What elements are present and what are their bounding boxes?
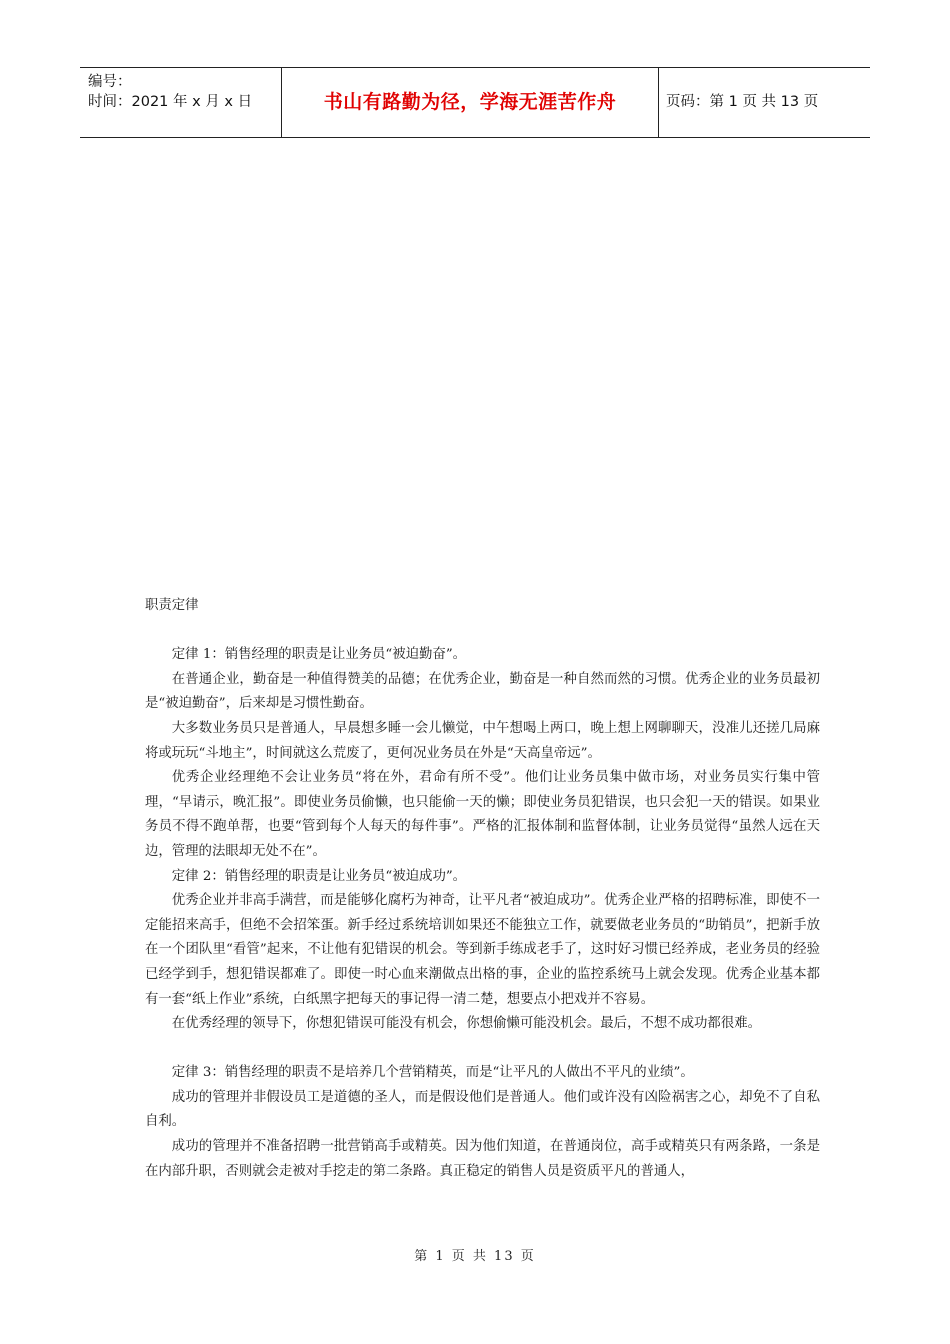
body-paragraph: 成功的管理并不准备招聘一批营销高手或精英。因为他们知道，在普通岗位，高手或精英只有两条路，一条是在内部升职，否则就会走被对手挖走的第二条路。真正稳定的销售人员是资质平凡的普通人， [145, 1139, 820, 1179]
body-paragraph: 优秀企业经理绝不会让业务员“将在外，君命有所不受”。他们让业务员集中做市场，对业务员实行集中管理，“早请示，晚汇报”。即使业务员偷懒，也只能偷一天的懒；即使业务员犯错误，也只会犯一天的错误。如果业务员不得不跑单帮，也要“管到每个人每天的每件事”。严格的汇报体制和监督体制，让业务员觉得“虽然人远在天边，管理的法眼却无处不在”。 [145, 770, 820, 859]
law-heading: 定律 1：销售经理的职责是让业务员“被迫勤奋”。 [171, 647, 467, 663]
header-meta [88, 72, 283, 112]
body-paragraph: 优秀企业并非高手满营，而是能够化腐朽为神奇，让平凡者“被迫成功”。优秀企业严格的招聘标准，即使不一定能招来高手，但绝不会招笨蛋。新手经过系统培训如果还不能独立工作，就要做老业务员的“助销员”，把新手放在一个团队里“看管”起来，不让他有犯错误的机会。等到新手练成老手了，这时好习惯已经养成，老业务员的经验已经学到手，想犯错误都难了。即使一时心血来潮做点出格的事，企业的监控系统马上就会发现。优秀企业基本都有一套“纸上作业”系统，白纸黑字把每天的事记得一清二楚，想要点小把戏并不容易。 [145, 893, 820, 1007]
law-heading: 定律 2：销售经理的职责是让业务员“被迫成功”。 [171, 868, 467, 884]
page-footer: 第 1 页 共 13 页 [414, 1249, 536, 1264]
header-motto: 书山有路勤为径，学海无涯苦作舟 [323, 91, 617, 113]
number-label: 编号： [88, 74, 132, 90]
document-header [80, 67, 870, 138]
header-divider [658, 68, 659, 137]
law-heading: 定律 3：销售经理的职责不是培养几个营销精英，而是“让平凡的人做出不平凡的业绩”。 [171, 1065, 694, 1081]
body-paragraph: 在普通企业，勤奋是一种值得赞美的品德；在优秀企业，勤奋是一种自然而然的习惯。优秀企业的业务员最初是“被迫勤奋”，后来却是习惯性勤奋。 [145, 671, 820, 712]
body-paragraph: 成功的管理并非假设员工是道德的圣人，而是假设他们是普通人。他们或许没有凶险祸害之心，却免不了自私自利。 [145, 1089, 820, 1130]
section-title: 职责定律 [145, 598, 199, 613]
time-label: 时间：2021 年 x 月 x 日 [88, 94, 253, 110]
body-paragraph: 大多数业务员只是普通人，早晨想多睡一会儿懒觉，中午想喝上两口，晚上想上网聊聊天，没准儿还搓几局麻将或玩玩“斗地主”，时间就这么荒废了，更何况业务员在外是“天高皇帝远”。 [145, 720, 820, 761]
document-body [145, 594, 820, 1184]
body-paragraph: 在优秀经理的领导下，你想犯错误可能没有机会，你想偷懒可能没机会。最后，不想不成功都很难。 [171, 1016, 761, 1032]
header-page-info: 页码：第 1 页 共 13 页 [666, 94, 819, 110]
